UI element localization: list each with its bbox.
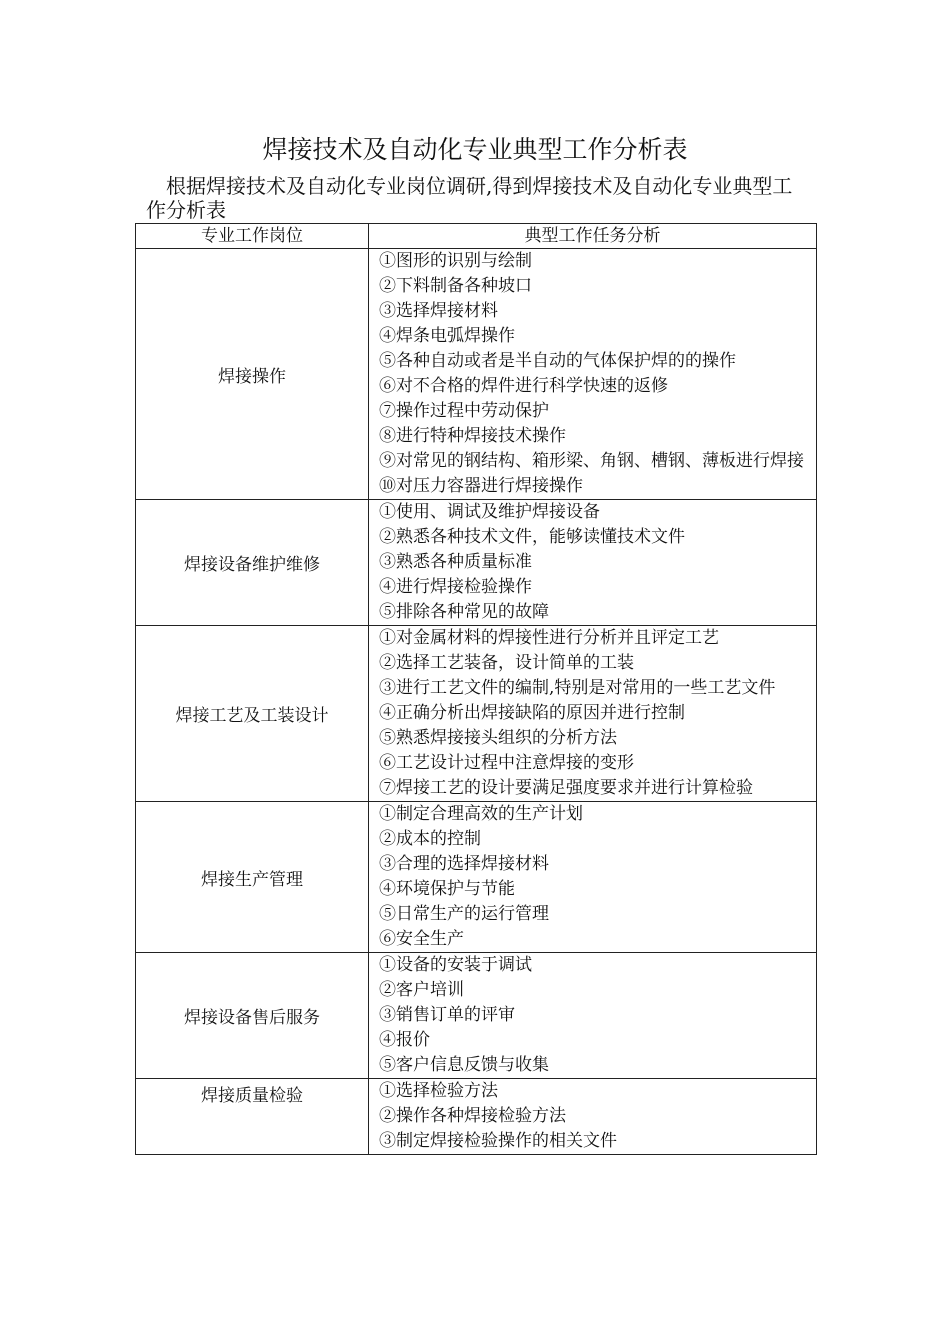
post-cell: 焊接生产管理 (136, 802, 369, 953)
post-cell: 焊接操作 (136, 249, 369, 500)
task-item: ②熟悉各种技术文件，能够读懂技术文件 (379, 527, 685, 547)
intro-paragraph (146, 174, 806, 222)
post-cell: 焊接设备维护维修 (136, 500, 369, 626)
work-analysis-table (135, 223, 817, 1155)
task-item: ⑤各种自动或者是半自动的气体保护焊的的操作 (379, 351, 736, 371)
task-item: ⑨对常见的钢结构、箱形梁、角钢、槽钢、薄板进行焊接 (379, 451, 804, 471)
task-item: ③熟悉各种质量标准 (379, 552, 532, 572)
task-item: ①对金属材料的焊接性进行分析并且评定工艺 (379, 628, 719, 648)
task-item: ①设备的安装于调试 (379, 955, 532, 975)
intro-text: 根据焊接技术及自动化专业岗位调研,得到焊接技术及自动化专业典型工作分析表 (146, 174, 793, 222)
task-item: ④进行焊接检验操作 (379, 577, 532, 597)
task-item: ②下料制备各种坡口 (379, 276, 532, 296)
task-item: ④报价 (379, 1030, 430, 1050)
task-item: ⑩对压力容器进行焊接操作 (379, 476, 583, 496)
task-item: ⑥工艺设计过程中注意焊接的变形 (379, 753, 634, 773)
table-row (136, 802, 817, 953)
tasks-cell (369, 500, 817, 626)
task-item: ①图形的识别与绘制 (379, 251, 532, 271)
task-item: ②成本的控制 (379, 829, 481, 849)
task-item: ⑦操作过程中劳动保护 (379, 401, 549, 421)
task-item: ①制定合理高效的生产计划 (379, 804, 583, 824)
task-item: ⑥对不合格的焊件进行科学快速的返修 (379, 376, 668, 396)
header-post: 专业工作岗位 (136, 224, 369, 249)
task-item: ⑤熟悉焊接接头组织的分析方法 (379, 728, 617, 748)
table-row (136, 249, 817, 500)
task-item: ③合理的选择焊接材料 (379, 854, 549, 874)
task-item: ⑤日常生产的运行管理 (379, 904, 549, 924)
table-row (136, 626, 817, 802)
task-item: ④正确分析出焊接缺陷的原因并进行控制 (379, 703, 685, 723)
task-item: ③选择焊接材料 (379, 301, 498, 321)
tasks-cell (369, 802, 817, 953)
task-item: ②客户培训 (379, 980, 464, 1000)
table-header-row (136, 224, 817, 249)
post-cell: 焊接设备售后服务 (136, 953, 369, 1079)
task-item: ③进行工艺文件的编制,特别是对常用的一些工艺文件 (379, 678, 776, 698)
post-cell: 焊接工艺及工装设计 (136, 626, 369, 802)
tasks-cell (369, 953, 817, 1079)
task-item: ①使用、调试及维护焊接设备 (379, 502, 600, 522)
tasks-cell (369, 249, 817, 500)
task-item: ④环境保护与节能 (379, 879, 515, 899)
task-item: ⑤客户信息反馈与收集 (379, 1055, 549, 1075)
task-item: ⑧进行特种焊接技术操作 (379, 426, 566, 446)
task-item: ⑦焊接工艺的设计要满足强度要求并进行计算检验 (379, 778, 753, 798)
task-item: ③制定焊接检验操作的相关文件 (379, 1131, 617, 1151)
task-item: ④焊条电弧焊操作 (379, 326, 515, 346)
header-tasks: 典型工作任务分析 (369, 224, 817, 249)
task-item: ③销售订单的评审 (379, 1005, 515, 1025)
post-cell: 焊接质量检验 (136, 1079, 369, 1155)
table-row (136, 500, 817, 626)
task-item: ①选择检验方法 (379, 1081, 498, 1101)
table-row (136, 1079, 817, 1155)
tasks-cell (369, 1079, 817, 1155)
task-item: ⑥安全生产 (379, 929, 464, 949)
table-row (136, 953, 817, 1079)
task-item: ⑤排除各种常见的故障 (379, 602, 549, 622)
document-title: 焊接技术及自动化专业典型工作分析表 (262, 135, 688, 164)
tasks-cell (369, 626, 817, 802)
task-item: ②选择工艺装备，设计简单的工装 (379, 653, 634, 673)
task-item: ②操作各种焊接检验方法 (379, 1106, 566, 1126)
